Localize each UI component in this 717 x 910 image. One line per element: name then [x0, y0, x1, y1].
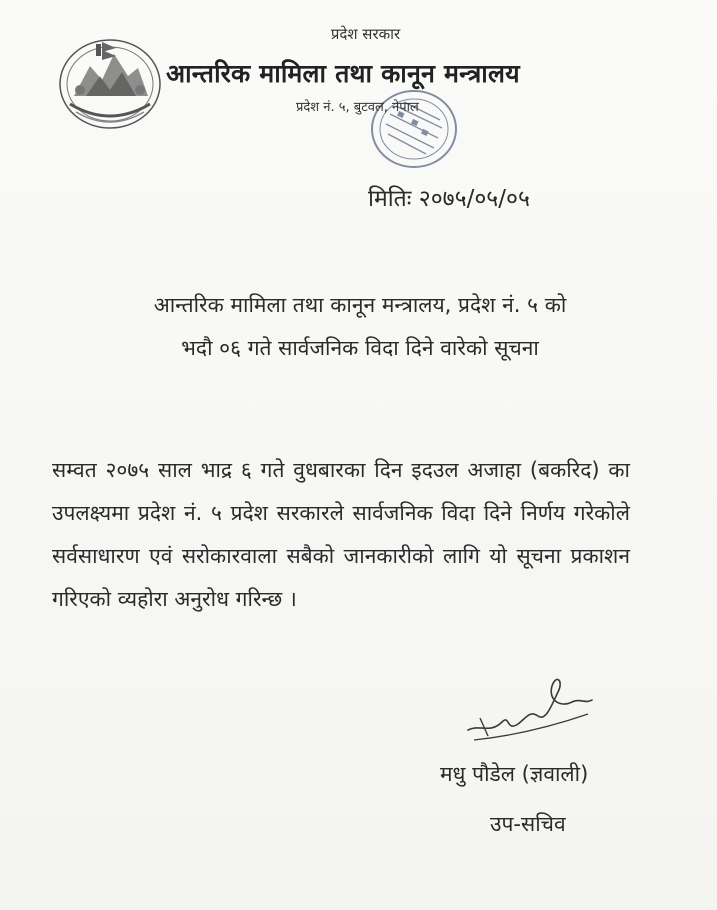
notice-body: सम्वत २०७५ साल भाद्र ६ गते वुधबारका दिन इदउल अजाहा (बकरिद) का उपलक्ष्यमा प्रदेश नं. ५ प्रदेश सरकारले सार्वजनिक विदा दिने निर्णय गरेकोले सर्वसाधारण एवं सरोकारवाला सबैको जानकारीको लागि यो सूचना प्रकाशन गरिएको व्यहोरा अनुरोध गरिन्छ । — [52, 458, 630, 611]
ministry-address: प्रदेश नं. ५, बुटवल, नेपाल — [296, 100, 419, 115]
signer-title: उप-सचिव — [490, 812, 566, 836]
government-emblem-icon — [56, 32, 164, 132]
signature-icon — [460, 664, 600, 748]
notice-subject — [80, 284, 640, 370]
notice-date: मितिः २०७५/०५/०५ — [368, 186, 530, 212]
government-label: प्रदेश सरकार — [330, 25, 401, 43]
subject-line-2: भदौ ०६ गते सार्वजनिक विदा दिने वारेको सूचना — [181, 336, 539, 360]
ministry-title: आन्तरिक मामिला तथा कानून मन्त्रालय — [166, 59, 520, 88]
subject-line-1: आन्तरिक मामिला तथा कानून मन्त्रालय, प्रदेश नं. ५ को — [153, 293, 567, 317]
signer-name: मधु पौडेल (ज्ञवाली) — [440, 762, 589, 786]
